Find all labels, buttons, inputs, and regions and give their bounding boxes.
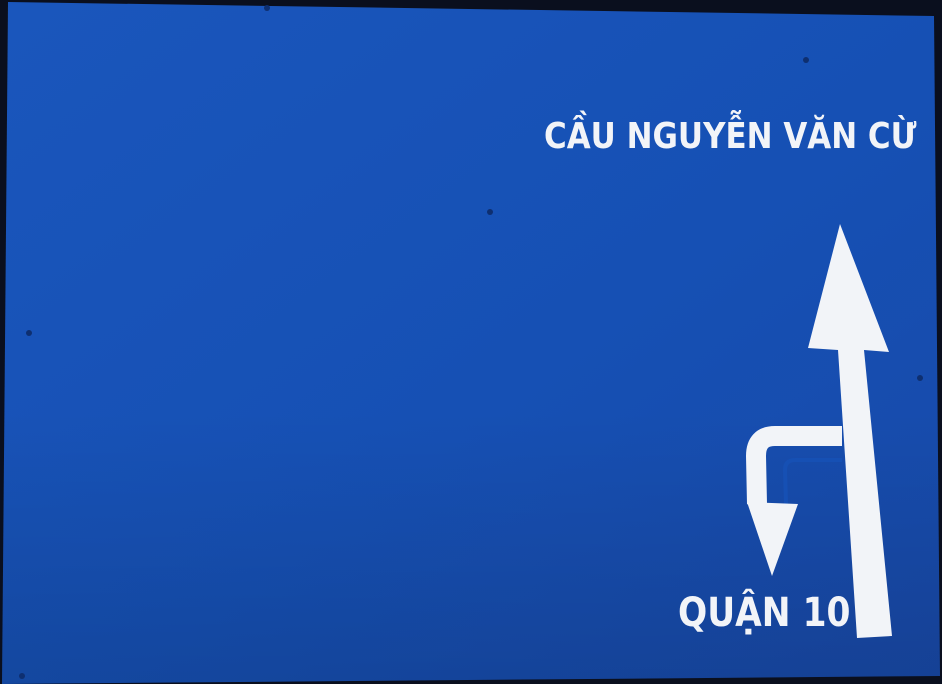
rivet xyxy=(917,375,923,381)
rivet xyxy=(487,209,493,215)
destination-bottom-label: QUẬN 10 xyxy=(678,590,851,636)
rivet xyxy=(26,330,32,336)
rivet xyxy=(19,673,25,679)
sign-panel-shade xyxy=(2,2,940,684)
destination-top-label: CẦU NGUYỄN VĂN CỪ xyxy=(544,116,917,157)
rivet xyxy=(803,57,809,63)
rivet xyxy=(264,5,270,11)
